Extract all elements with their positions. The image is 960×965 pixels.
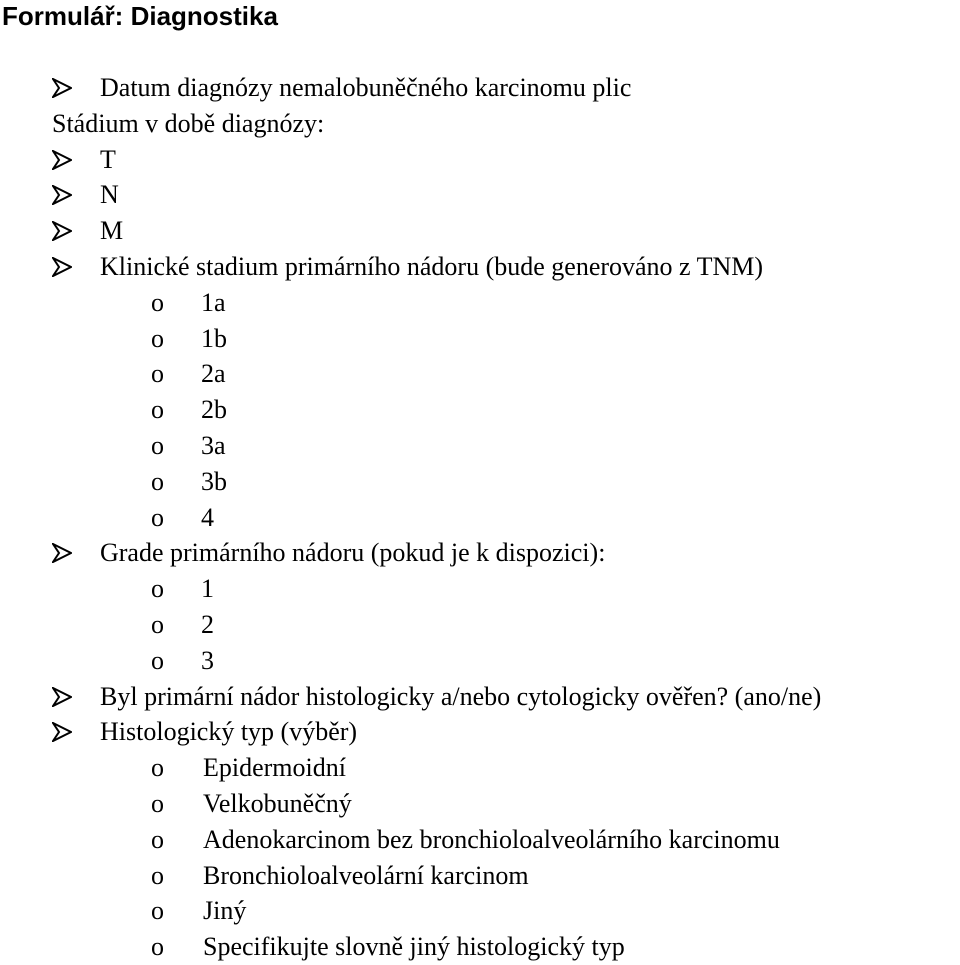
arrowhead-bullet-icon xyxy=(52,722,72,742)
sub-bullet-icon: o xyxy=(151,359,164,389)
sub-bullet-icon: o xyxy=(151,932,164,962)
sub-bullet-icon: o xyxy=(151,824,164,854)
arrowhead-bullet-icon xyxy=(52,543,72,563)
list-item-text: M xyxy=(100,216,124,246)
list-item-text: 1b xyxy=(201,323,227,353)
sub-bullet-icon: o xyxy=(151,896,164,926)
list-item-text: Byl primární nádor histologicky a/nebo cytologicky ověřen? (ano/ne) xyxy=(100,681,822,711)
sub-bullet-icon: o xyxy=(151,502,164,532)
list-item-text: 4 xyxy=(201,502,214,532)
list-item-text: Adenokarcinom bez bronchioloalveolárního karcinomu xyxy=(203,824,780,854)
list-item-text: Epidermoidní xyxy=(203,753,346,783)
sub-bullet-icon: o xyxy=(151,789,164,818)
section-label: Stádium v době diagnózy: xyxy=(52,108,325,138)
arrowhead-bullet-icon xyxy=(52,150,72,170)
sub-bullet-icon: o xyxy=(151,753,164,783)
arrowhead-bullet-icon xyxy=(52,257,72,277)
list-item-text: 1a xyxy=(201,287,226,317)
list-item-text: 3 xyxy=(201,645,214,675)
list-item-text: Specifikujte slovně jiný histologický typ xyxy=(203,932,625,962)
arrowhead-bullet-icon xyxy=(52,221,72,241)
list-item-text: 1 xyxy=(201,574,214,604)
list-item-text: 2a xyxy=(201,359,226,389)
list-item-text: 3a xyxy=(201,431,226,460)
list-item-text: Datum diagnózy nemalobuněčného karcinomu plic xyxy=(100,73,632,102)
list-item-text: N xyxy=(100,180,119,210)
arrowhead-bullet-icon xyxy=(52,78,72,98)
list-item-text: T xyxy=(100,144,116,174)
sub-bullet-icon: o xyxy=(151,466,164,496)
list-item-text: Jiný xyxy=(203,896,247,926)
arrowhead-bullet-icon xyxy=(52,687,72,707)
list-item-text: 2b xyxy=(201,395,227,425)
arrowhead-bullet-icon xyxy=(52,185,72,205)
list-item-text: Histologický typ (výběr) xyxy=(100,717,358,747)
sub-bullet-icon: o xyxy=(151,574,164,604)
list-item-text: Bronchioloalveolární karcinom xyxy=(203,860,529,890)
list-item-text: Velkobuněčný xyxy=(203,789,352,818)
sub-bullet-icon: o xyxy=(151,431,164,460)
list-item-text: 2 xyxy=(201,610,214,639)
list-item-text: Klinické stadium primárního nádoru (bude generováno z TNM) xyxy=(100,252,764,281)
list-item-text: Grade primárního nádoru (pokud je k dispozici): xyxy=(100,538,606,568)
sub-bullet-icon: o xyxy=(151,610,164,639)
sub-bullet-icon: o xyxy=(151,645,164,675)
form-title: Formulář: Diagnostika xyxy=(2,1,278,31)
sub-bullet-icon: o xyxy=(151,287,164,317)
sub-bullet-icon: o xyxy=(151,323,164,353)
sub-bullet-icon: o xyxy=(151,860,164,890)
sub-bullet-icon: o xyxy=(151,395,164,425)
list-item-text: 3b xyxy=(201,466,227,496)
